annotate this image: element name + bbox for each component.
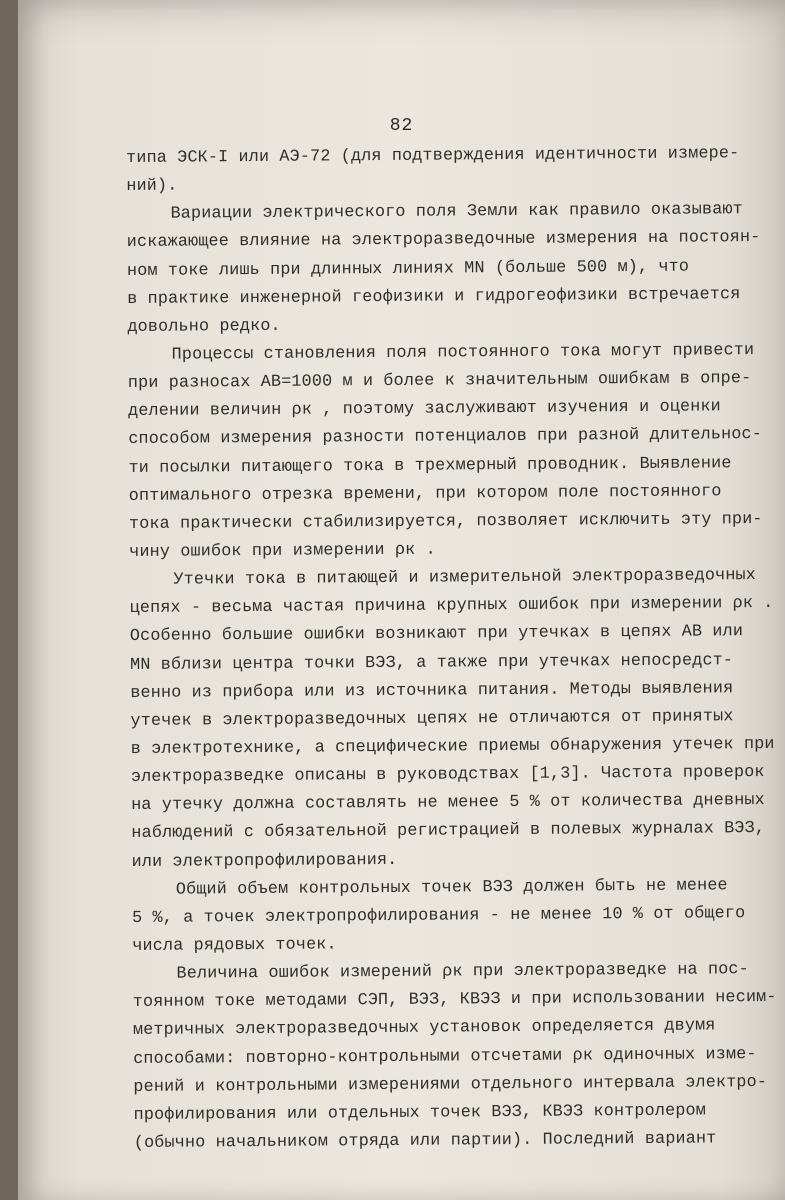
text-line: довольно редко. bbox=[127, 316, 281, 337]
text-line: типа ЭСК-I или АЭ-72 (для подтверждения идентичности измере- bbox=[126, 144, 740, 168]
text-line: Особенно большие ошибки возникают при утечках в цепях АВ или bbox=[129, 622, 744, 647]
text-line: Утечки тока в питающей и измерительной электроразведочных bbox=[173, 566, 757, 590]
text-line: MN вблизи центра точки ВЭЗ, а также при утечках непосредст- bbox=[130, 650, 734, 675]
text-line: на утечку должна составлять не менее 5 % от количества дневных bbox=[131, 791, 765, 816]
text-line: в практике инженерной геофизики и гидрогеофизики встречается bbox=[127, 284, 741, 309]
text-line: способами: повторно-контрольными отсчетами ρк одиночных изме- bbox=[133, 1044, 757, 1069]
text-line: тоянном токе методами СЭП, ВЭЗ, КВЭЗ и при использовании несим- bbox=[132, 988, 777, 1013]
body-text bbox=[126, 140, 777, 1158]
page-number: 82 bbox=[389, 116, 414, 136]
text-line: 5 %, а точек электропрофилирования - не менее 10 % от общего bbox=[131, 903, 746, 928]
text-line: Величина ошибок измерений ρк при электроразведке на пос- bbox=[176, 960, 749, 984]
text-line: при разносах АВ=1000 м и более к значительным ошибкам в опре- bbox=[127, 369, 752, 394]
document-page bbox=[18, 0, 785, 1200]
text-line: профилирования или отдельных точек ВЭЗ, КВЭЗ контролером bbox=[133, 1101, 707, 1125]
text-line: ти посылки питающего тока в трехмерный проводник. Выявление bbox=[128, 453, 732, 478]
text-line: (обычно начальником отряда или партии). Последний вариант bbox=[133, 1129, 717, 1153]
text-line: чину ошибок при измерении ρк . bbox=[129, 540, 436, 562]
text-line: наблюдений с обязательной регистрацией в полевых журналах ВЭЗ, bbox=[131, 819, 766, 844]
text-line: в электротехнике, а специфические приемы обнаружения утечек при bbox=[130, 734, 775, 759]
text-line: электроразведке описаны в руководствах [1,3]. Частота проверок bbox=[130, 763, 765, 788]
text-line: цепях - весьма частая причина крупных ошибок при измерении ρк . bbox=[129, 594, 774, 619]
text-line: Вариации электрического поля Земли как правило оказывают bbox=[170, 200, 743, 224]
text-line: или электропрофилирования. bbox=[131, 850, 398, 872]
text-line: ном токе лишь при длинных линиях MN (больше 500 м), что bbox=[126, 257, 690, 281]
text-line: ний). bbox=[126, 176, 178, 197]
text-line: оптимального отрезка времени, при котором поле постоянного bbox=[128, 482, 722, 506]
text-line: искажающее влияние на электроразведочные измерения на постоян- bbox=[126, 228, 761, 253]
text-line: способом измерения разности потенциалов при разной длительнос- bbox=[128, 425, 763, 450]
text-line: Процессы становления поля постоянного тока могут привести bbox=[171, 341, 755, 365]
text-line: делении величин ρк , поэтому заслуживают изучения и оценки bbox=[128, 397, 721, 422]
text-line: метричных электроразведочных установок определяется двумя bbox=[132, 1016, 716, 1041]
text-line: венно из прибора или из источника питания. Методы выявления bbox=[130, 678, 734, 703]
text-line: Общий объем контрольных точек ВЭЗ должен быть не менее bbox=[175, 875, 728, 900]
text-line: рений и контрольными измерениями отдельного интервала электро- bbox=[133, 1072, 768, 1097]
text-line: числа рядовых точек. bbox=[132, 935, 337, 956]
text-line: тока практически стабилизируется, позволяет исключить эту при- bbox=[128, 509, 763, 534]
text-line: утечек в электроразведочных цепях не отличаются от принятых bbox=[130, 707, 734, 731]
